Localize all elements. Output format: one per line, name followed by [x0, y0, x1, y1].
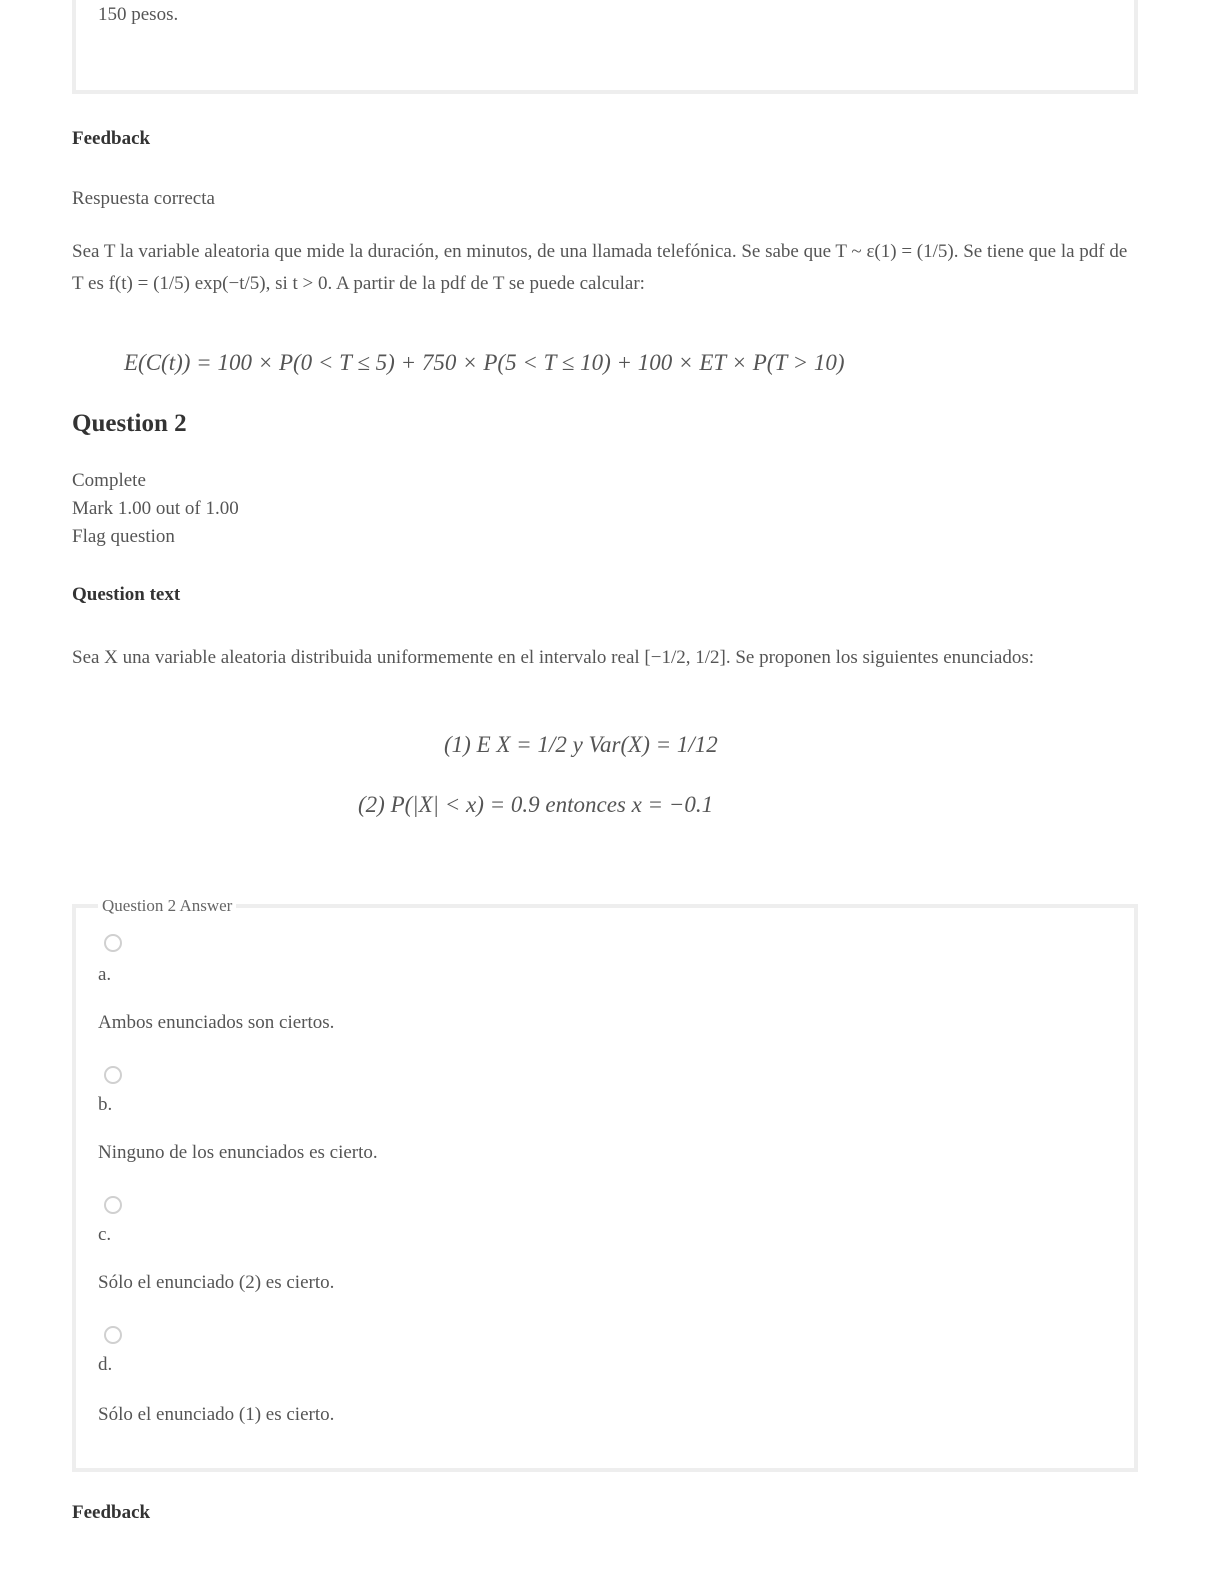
- option-b-letter: b.: [98, 1094, 113, 1115]
- q1-feedback-heading: Feedback: [72, 128, 151, 149]
- q2-mark: Mark 1.00 out of 1.00: [72, 498, 239, 519]
- q1-feedback-label: Respuesta correcta: [72, 188, 215, 209]
- option-d-radio[interactable]: [104, 1326, 122, 1344]
- q1-answer-tail: 150 pesos.: [98, 4, 179, 25]
- q2-statement-1: (1) E X = 1/2 y Var(X) = 1/12: [444, 732, 718, 757]
- q2-statement-2: (2) P(|X| < x) = 0.9 entonces x = −0.1: [358, 792, 714, 817]
- option-b-text[interactable]: Ninguno de los enunciados es cierto.: [98, 1142, 378, 1163]
- q1-feedback-formula: E(C(t)) = 100 × P(0 < T ≤ 5) + 750 × P(5 < T ≤ 10) + 100 × ET × P(T > 10): [124, 350, 845, 375]
- option-c-letter: c.: [98, 1224, 112, 1245]
- q2-answer-legend: Question 2 Answer: [98, 896, 236, 916]
- q2-text-label: Question text: [72, 584, 181, 605]
- q2-answer-box: [72, 904, 1138, 1472]
- option-b-radio[interactable]: [104, 1066, 122, 1084]
- q2-prompt: Sea X una variable aleatoria distribuida uniformemente en el intervalo real [−1/2, 1/2]. Se proponen los siguientes enunciados:: [72, 647, 1035, 668]
- flag-question-link[interactable]: Flag question: [72, 526, 175, 547]
- option-c-radio[interactable]: [104, 1196, 122, 1214]
- option-d-text[interactable]: Sólo el enunciado (1) es cierto.: [98, 1404, 335, 1425]
- q2-feedback-heading: Feedback: [72, 1502, 151, 1523]
- option-a-text[interactable]: Ambos enunciados son ciertos.: [98, 1012, 335, 1033]
- option-a-letter: a.: [98, 964, 112, 985]
- q2-heading: Question 2: [72, 410, 187, 437]
- q1-answer-box: [72, 0, 1138, 94]
- q2-status: Complete: [72, 470, 146, 491]
- q1-feedback-text: Sea T la variable aleatoria que mide la duración, en minutos, de una llamada telefónica. Se sabe que T ~ ε(1) = (1/5). Se tiene que la pdf de T es f(t) = (1/5) exp(−t/5), si t > 0. A partir de la pdf de T se puede calcular:: [72, 241, 1128, 294]
- option-a-radio[interactable]: [104, 934, 122, 952]
- option-d-letter: d.: [98, 1354, 113, 1375]
- option-c-text[interactable]: Sólo el enunciado (2) es cierto.: [98, 1272, 335, 1293]
